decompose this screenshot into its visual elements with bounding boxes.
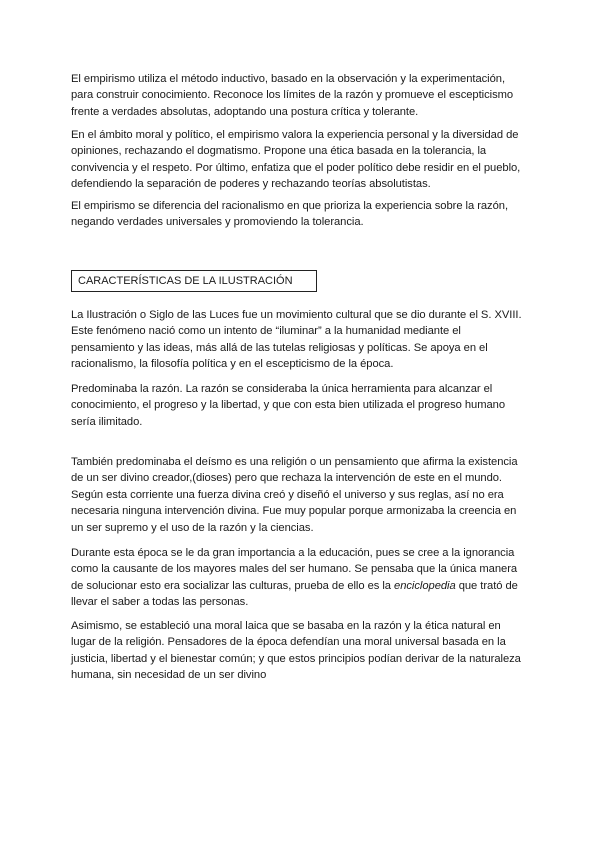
text-line: lugar de la religión. Pensadores de la época defendían una moral universal basada en la	[71, 636, 506, 649]
text-line: También predominaba el deísmo es una religión o un pensamiento que afirma la existencia	[71, 456, 518, 468]
paragraph-ilustracion-intro	[71, 307, 531, 373]
text-line: opiniones, rechazando el dogmatismo. Propone una ética basada en la tolerancia, la	[71, 145, 487, 158]
text-line: un ser supremo y el uso de la razón y la ciencias.	[71, 521, 314, 534]
text-segment: que trató de	[455, 579, 518, 592]
text-line: racionalismo, la filosofía política y en el escepticismo de la época.	[71, 358, 394, 371]
text-line: pensamiento y las ideas, más allá de las tutelas religiosas y políticas. Se apoya en el	[71, 341, 488, 354]
paragraph-deismo	[71, 454, 531, 536]
text-line: En el ámbito moral y político, el empirismo valora la experiencia personal y la diversidad de	[71, 129, 519, 141]
text-line: sería ilimitado.	[71, 415, 143, 428]
text-line: convivencia y el respeto. Por último, enfatiza que el poder político debe residir en el pueblo,	[71, 161, 521, 174]
paragraph-razon	[71, 381, 531, 430]
text-line: Según esta corriente una fuerza divina creó y diseñó el universo y sus reglas, así no era	[71, 488, 504, 501]
text-line: defendiendo la separación de poderes y rechazando teorías absolutistas.	[71, 178, 431, 191]
text-line: Asimismo, se estableció una moral laica que se basaba en la razón y la ética natural en	[71, 620, 501, 632]
text-line: necesaria ninguna intervención divina. Fue muy popular porque armonizaba la creencia en	[71, 505, 517, 518]
text-line: de un ser divino creador,(dioses) pero que rechaza la intervención de este en el mundo.	[71, 472, 502, 485]
text-line: como la causante de los mayores males del ser humano. Se pensaba que la única manera	[71, 563, 518, 576]
paragraph-empirismo-metodo	[71, 71, 531, 120]
text-line: frente a verdades absolutas, adoptando una postura crítica y tolerante.	[71, 105, 419, 118]
text-line: para construir conocimiento. Reconoce los límites de la razón y promueve el escepticismo	[71, 89, 514, 102]
text-line: negando verdades universales y promoviendo la tolerancia.	[71, 216, 364, 229]
text-line: conocimiento, el progreso y la libertad, y que con esta bien utilizada el progreso humano	[71, 399, 505, 412]
section-heading: CARACTERÍSTICAS DE LA ILUSTRACIÓN	[71, 270, 317, 292]
paragraph-moral-laica	[71, 618, 531, 684]
enciclopedia-italic: enciclopedia	[394, 579, 456, 592]
text-line: Durante esta época se le da gran importancia a la educación, pues se cree a la ignorancia	[71, 547, 515, 559]
paragraph-empirismo-racionalismo	[71, 198, 531, 231]
text-segment: de solucionar esto era socializar las culturas, prueba de ello es la	[71, 579, 395, 592]
text-line: El empirismo utiliza el método inductivo, basado en la observación y la experimentación,	[71, 73, 506, 85]
text-line: El empirismo se diferencia del racionalismo en que prioriza la experiencia sobre la razón,	[71, 200, 509, 212]
text-line	[71, 578, 531, 594]
paragraph-educacion	[71, 545, 531, 611]
text-line: La Ilustración o Siglo de las Luces fue un movimiento cultural que se dio durante el S. XVIII.	[71, 309, 522, 321]
text-line: justicia, libertad y el bienestar común; y que estos principios podían derivar de la naturaleza	[71, 652, 521, 665]
text-line: llevar el saber a todas las personas.	[71, 596, 249, 609]
text-line: Este fenómeno nació como un intento de “iluminar” a la humanidad mediante el	[71, 325, 461, 338]
text-line: humana, sin necesidad de un ser divino	[71, 669, 267, 682]
paragraph-empirismo-moral	[71, 127, 531, 193]
text-line: Predominaba la razón. La razón se consideraba la única herramienta para alcanzar el	[71, 383, 493, 395]
